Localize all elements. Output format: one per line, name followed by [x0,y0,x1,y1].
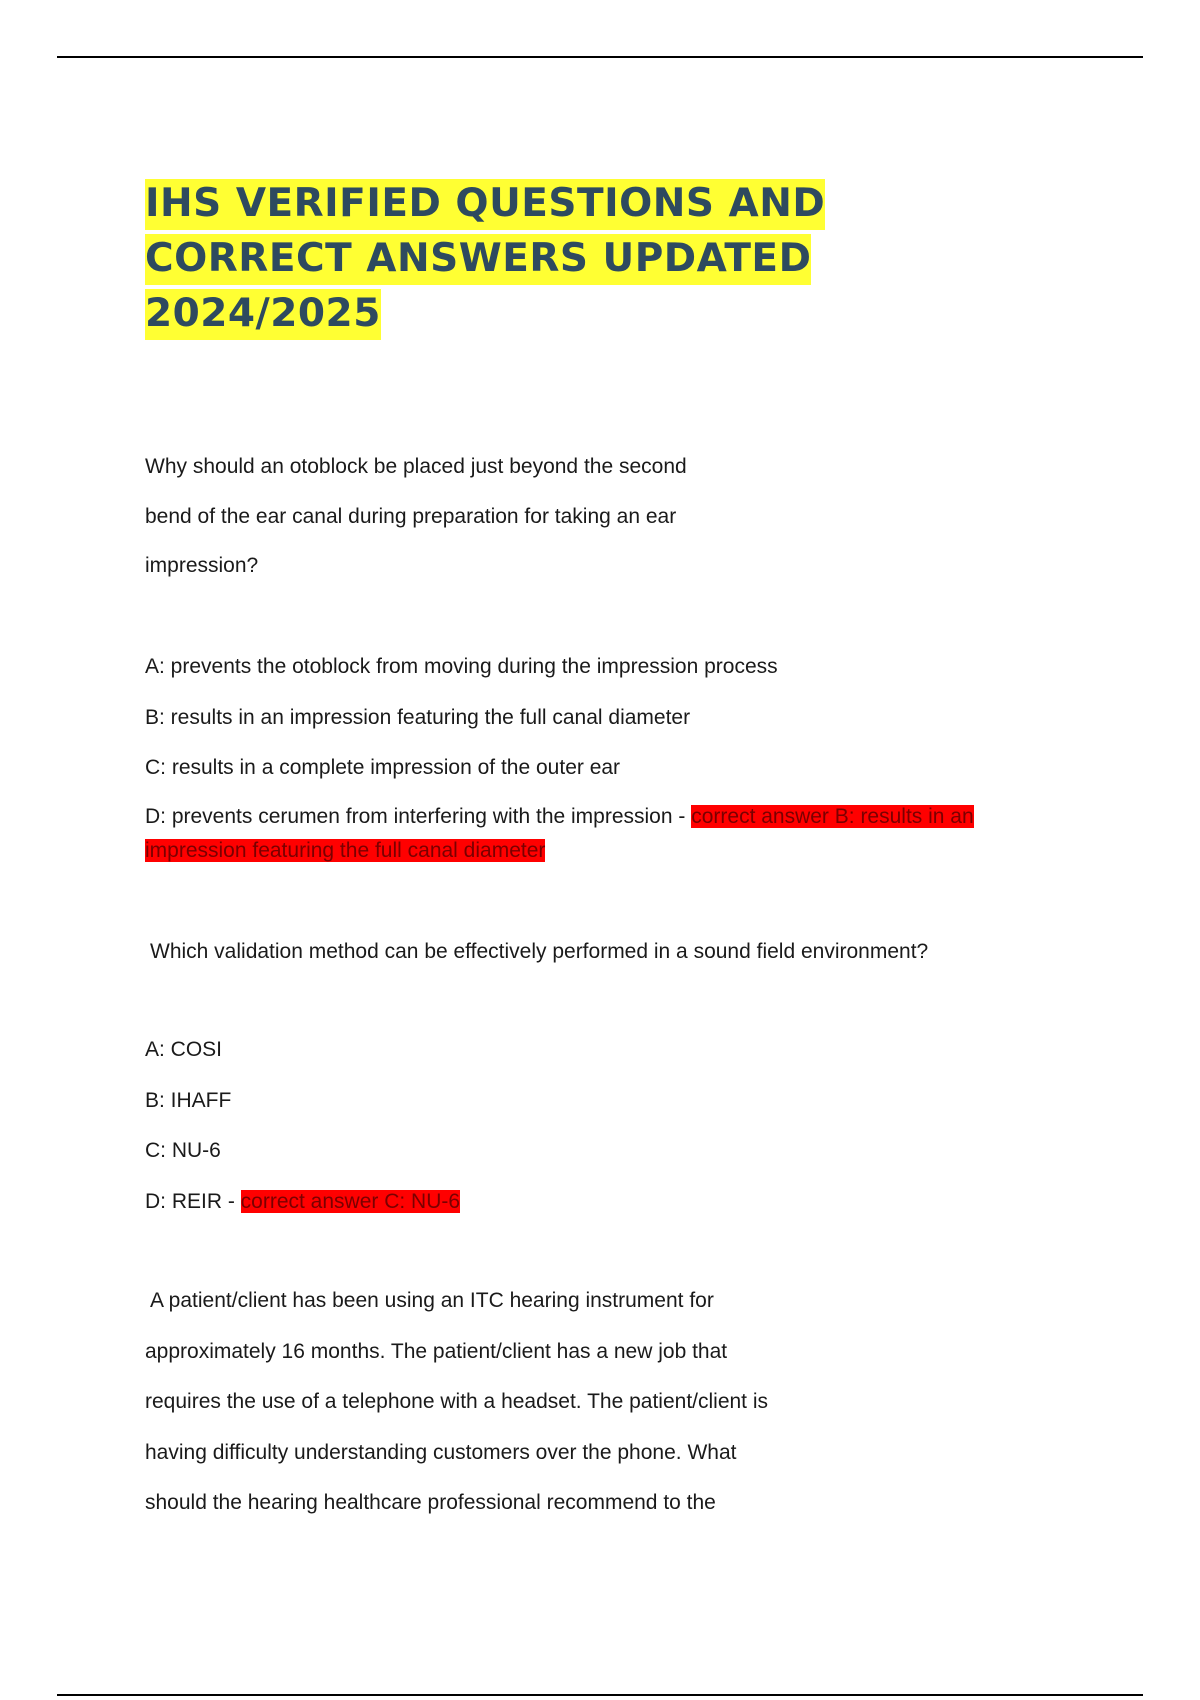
top-rule [57,56,1143,58]
q2-correct-answer: correct answer C: NU-6 [240,1190,461,1213]
q1-option-a: A: prevents the otoblock from moving during the impression process [145,655,778,678]
q1-option-b: B: results in an impression featuring the full canal diameter [145,706,691,729]
q3-question-line-5: should the hearing healthcare professional recommend to the [145,1491,716,1514]
title-line-2: CORRECT ANSWERS UPDATED [145,234,811,285]
q2-option-a: A: COSI [145,1038,223,1061]
q2-option-d [145,1187,460,1217]
q2-option-c: C: NU-6 [145,1139,221,1162]
q2-question: Which validation method can be effectively performed in a sound field environment? [150,940,929,963]
q3-question-line-2: approximately 16 months. The patient/client has a new job that [145,1340,728,1363]
title-line-1: IHS VERIFIED QUESTIONS AND [145,179,825,230]
q1-question-line-3: impression? [145,554,259,577]
q2-option-d-text: D: REIR - [145,1190,241,1213]
q3-question-line-1: A patient/client has been using an ITC hearing instrument for [150,1289,714,1312]
bottom-rule [57,1694,1143,1696]
q1-question-line-1: Why should an otoblock be placed just beyond the second [145,455,687,478]
q3-question-line-4: having difficulty understanding customers over the phone. What [145,1441,737,1464]
document-title [145,176,905,341]
q1-correct-answer: correct answer B: results in an impression featuring the full canal diameter [145,805,974,862]
q1-option-c: C: results in a complete impression of the outer ear [145,756,621,779]
q1-question-line-2: bend of the ear canal during preparation for taking an ear [145,505,677,528]
q3-question-line-3: requires the use of a telephone with a headset. The patient/client is [145,1390,769,1413]
q1-option-d-text: D: prevents cerumen from interfering with the impression - [145,805,692,828]
q1-option-d [145,800,1025,868]
title-line-3: 2024/2025 [145,289,381,340]
q2-option-b: B: IHAFF [145,1089,232,1112]
